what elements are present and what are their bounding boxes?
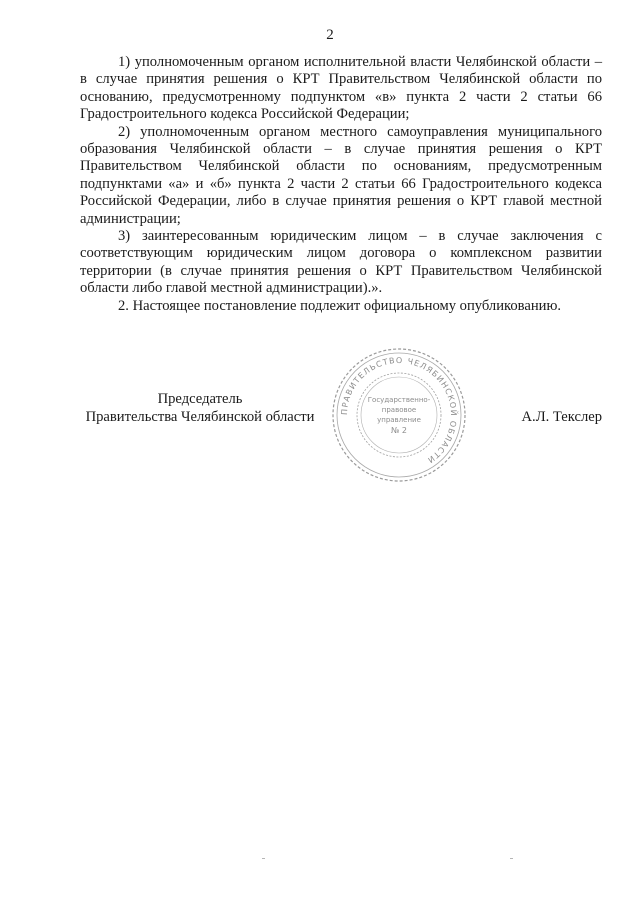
seal-ring-text: ПРАВИТЕЛЬСТВО ЧЕЛЯБИНСКОЙ ОБЛАСТИ — [339, 355, 459, 466]
seal-inner-line-2: правовое — [381, 406, 417, 414]
seal-inner-line-3: управление — [377, 416, 421, 424]
document-body — [80, 54, 602, 315]
paragraph-publication-clause: 2. Настоящее постановление подлежит официальному опубликованию. — [118, 297, 562, 314]
seal-inner-line-1: Государственно- — [367, 396, 431, 404]
seal-inner-line-4: № 2 — [391, 426, 407, 435]
page-number: 2 — [326, 27, 334, 43]
paragraph-item-1: 1) уполномоченным органом исполнительной власти Челябинской области – в случае принятия решения о КРТ Правительством Челябинской области по основанию, предусмотренному подпунктом «в» пункта 2 части 2 статьи 66 Градостроительного кодекса Российской Федерации; — [80, 54, 602, 123]
signer-title-line-2: Правительства Челябинской области — [85, 409, 315, 425]
official-seal-graphic — [330, 346, 468, 484]
signer-title — [80, 390, 320, 426]
signer-title-line-1: Председатель — [157, 391, 243, 407]
signer-name: А.Л. Текслер — [521, 409, 602, 425]
scan-artifact-dot — [510, 858, 513, 859]
paragraph-item-2: 2) уполномоченным органом местного самоуправления муниципального образования Челябинской области – в случае принятия решения о КРТ Правительством Челябинской области по основаниям, предусмотренным подпунктами «а» и «б» пункта 2 части 2 статьи 66 Градостроительного кодекса Российской Федерации, либо в случае принятия решения о КРТ главой местной администрации; — [80, 123, 602, 227]
official-seal — [330, 346, 468, 484]
scan-artifact-dot — [262, 858, 265, 859]
paragraph-item-3: 3) заинтересованным юридическим лицом – в случае заключения с соответствующим юридическим лицом договора о комплексном развитии территории (в случае принятия решения о КРТ Правительством Челябинской области либо главой местной администрации).». — [80, 228, 602, 297]
